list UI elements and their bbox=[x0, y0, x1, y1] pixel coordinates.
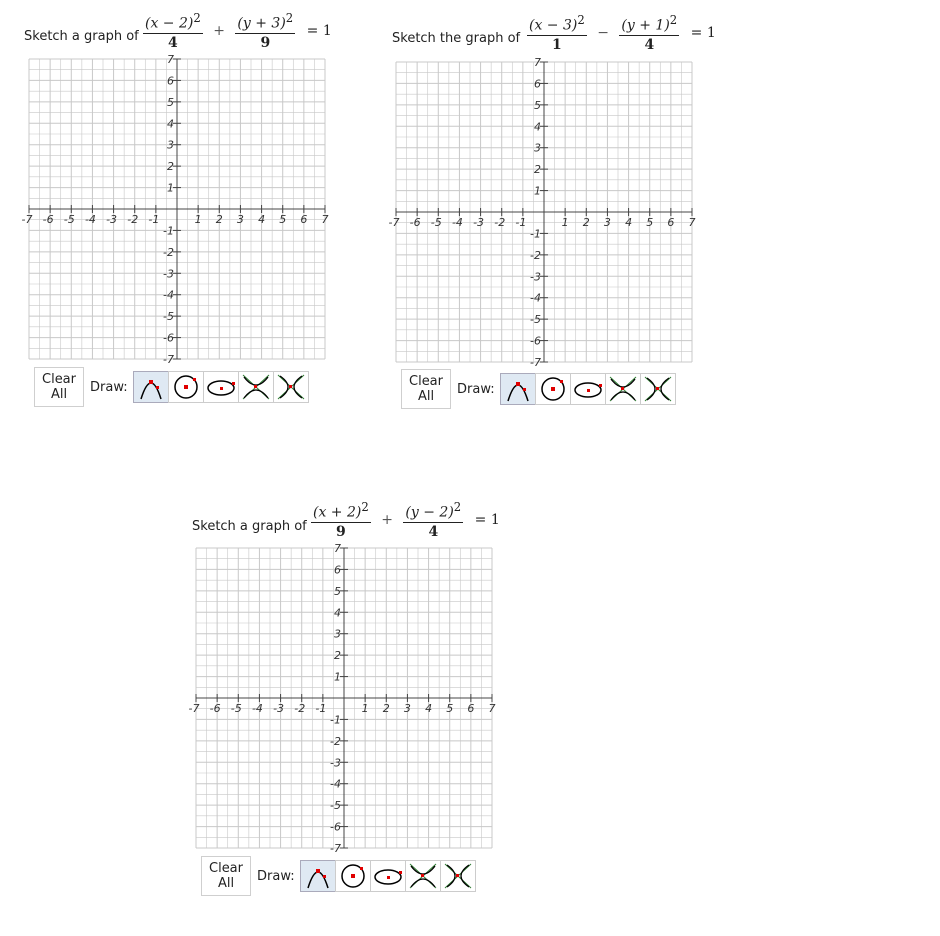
horizontal-hyperbola-tool-button[interactable] bbox=[273, 371, 309, 403]
draw-toolbar bbox=[401, 373, 676, 405]
coordinate-grid[interactable] bbox=[188, 542, 496, 855]
y-tick-label: -7 bbox=[163, 353, 174, 366]
coordinate-grid[interactable] bbox=[388, 56, 696, 369]
y-tick-label: 1 bbox=[167, 181, 174, 195]
x-tick-label: -6 bbox=[409, 216, 421, 229]
denominator: 9 bbox=[260, 34, 271, 51]
fraction-term-1 bbox=[527, 13, 587, 53]
y-tick-label: -1 bbox=[163, 224, 174, 238]
x-tick-label: -3 bbox=[473, 216, 485, 229]
x-tick-label: 5 bbox=[646, 216, 654, 229]
horizontal-hyperbola-tool-button[interactable] bbox=[440, 860, 476, 892]
y-tick-label: 5 bbox=[534, 98, 541, 112]
horizontal-hyperbola-icon bbox=[443, 862, 473, 890]
graph-canvas[interactable] bbox=[21, 53, 329, 366]
y-tick-label: -5 bbox=[330, 799, 341, 813]
y-tick-label: 3 bbox=[167, 138, 174, 152]
y-tick-label: -2 bbox=[330, 734, 341, 748]
numerator: (y + 1) bbox=[621, 17, 670, 34]
equals-one: = 1 bbox=[690, 24, 716, 41]
exponent: 2 bbox=[361, 500, 369, 514]
fraction-term-1 bbox=[311, 500, 371, 540]
x-tick-label: 5 bbox=[446, 702, 454, 715]
draw-label: Draw: bbox=[90, 379, 128, 395]
y-tick-label: -2 bbox=[530, 248, 541, 262]
horizontal-hyperbola-icon bbox=[276, 373, 306, 401]
y-tick-label: -7 bbox=[530, 356, 541, 369]
x-tick-label: -6 bbox=[209, 702, 221, 715]
x-tick-label: 6 bbox=[300, 213, 308, 226]
operator: + bbox=[381, 511, 393, 528]
ellipse-tool-button[interactable] bbox=[370, 860, 406, 892]
x-tick-label: -3 bbox=[106, 213, 118, 226]
y-tick-label: -5 bbox=[163, 310, 174, 324]
circle-tool-button[interactable] bbox=[168, 371, 204, 403]
equation bbox=[308, 500, 500, 540]
denominator: 1 bbox=[552, 36, 562, 53]
x-tick-label: -7 bbox=[388, 216, 400, 229]
x-tick-label: 1 bbox=[361, 702, 369, 715]
operator: + bbox=[213, 22, 225, 39]
ellipse-tool-button[interactable] bbox=[570, 373, 606, 405]
ellipse-tool-button[interactable] bbox=[203, 371, 239, 403]
problem-prompt: Sketch a graph of bbox=[192, 519, 307, 534]
x-tick-label: 4 bbox=[625, 216, 633, 229]
y-tick-label: -3 bbox=[163, 267, 174, 281]
y-tick-label: 5 bbox=[167, 95, 174, 109]
x-tick-label: -1 bbox=[148, 213, 160, 226]
circle-icon bbox=[538, 375, 568, 403]
x-tick-label: 2 bbox=[582, 216, 590, 229]
x-tick-label: -5 bbox=[230, 702, 242, 715]
x-tick-label: -7 bbox=[188, 702, 200, 715]
x-tick-label: 6 bbox=[467, 702, 475, 715]
vertical-hyperbola-icon bbox=[408, 862, 438, 890]
y-tick-label: -6 bbox=[330, 820, 341, 834]
ellipse-icon bbox=[206, 373, 236, 401]
x-tick-label: 3 bbox=[236, 213, 244, 226]
y-tick-label: 7 bbox=[334, 542, 341, 555]
numerator: (y + 3) bbox=[237, 15, 286, 32]
numerator: (x − 2) bbox=[145, 15, 194, 32]
y-tick-label: 6 bbox=[334, 563, 341, 577]
y-tick-label: 3 bbox=[534, 141, 541, 155]
y-tick-label: -6 bbox=[530, 334, 541, 348]
y-tick-label: 2 bbox=[534, 163, 541, 177]
parabola-icon bbox=[303, 862, 333, 890]
exponent: 2 bbox=[285, 11, 294, 25]
x-tick-label: -4 bbox=[251, 702, 263, 715]
y-tick-label: 4 bbox=[334, 606, 341, 620]
y-tick-label: 5 bbox=[334, 584, 341, 598]
numerator: (y − 2) bbox=[405, 504, 454, 521]
parabola-tool-button[interactable] bbox=[133, 371, 169, 403]
x-tick-label: 1 bbox=[561, 216, 569, 229]
equation bbox=[524, 13, 716, 53]
y-tick-label: -3 bbox=[330, 756, 341, 770]
y-tick-label: -5 bbox=[530, 313, 541, 327]
clear-all-button[interactable]: Clear All bbox=[34, 367, 84, 407]
exponent: 2 bbox=[669, 13, 678, 27]
y-tick-label: -3 bbox=[530, 270, 541, 284]
parabola-tool-button[interactable] bbox=[300, 860, 336, 892]
ellipse-icon bbox=[373, 862, 403, 890]
y-tick-label: -4 bbox=[530, 291, 541, 305]
y-tick-label: -1 bbox=[530, 227, 541, 241]
x-tick-label: 5 bbox=[279, 213, 287, 226]
parabola-tool-button[interactable] bbox=[500, 373, 536, 405]
y-tick-label: -4 bbox=[163, 288, 174, 302]
equals-one: = 1 bbox=[474, 511, 500, 528]
horizontal-hyperbola-tool-button[interactable] bbox=[640, 373, 676, 405]
x-tick-label: -7 bbox=[21, 213, 33, 226]
denominator: 4 bbox=[644, 36, 655, 53]
draw-label: Draw: bbox=[257, 868, 295, 884]
y-tick-label: 4 bbox=[167, 117, 174, 131]
fraction-term-1 bbox=[143, 11, 203, 51]
parabola-icon bbox=[136, 373, 166, 401]
x-tick-label: -4 bbox=[451, 216, 463, 229]
x-tick-label: 6 bbox=[667, 216, 675, 229]
vertical-hyperbola-icon bbox=[241, 373, 271, 401]
fraction-term-2 bbox=[403, 500, 463, 540]
draw-toolbar bbox=[34, 371, 309, 403]
y-tick-label: 2 bbox=[334, 649, 341, 663]
circle-tool-button[interactable] bbox=[335, 860, 371, 892]
y-tick-label: 6 bbox=[534, 77, 541, 91]
x-tick-label: 4 bbox=[258, 213, 266, 226]
graph-canvas[interactable] bbox=[188, 542, 496, 855]
x-tick-label: 7 bbox=[688, 216, 696, 229]
fraction-term-2 bbox=[235, 11, 295, 51]
y-tick-label: 1 bbox=[534, 184, 541, 198]
x-tick-label: 4 bbox=[425, 702, 433, 715]
x-tick-label: -4 bbox=[84, 213, 96, 226]
numerator: (x − 3) bbox=[529, 17, 578, 34]
clear-all-button[interactable]: Clear All bbox=[201, 856, 251, 896]
x-tick-label: 1 bbox=[194, 213, 202, 226]
x-tick-label: -5 bbox=[63, 213, 75, 226]
circle-icon bbox=[171, 373, 201, 401]
y-tick-label: 7 bbox=[534, 56, 541, 69]
x-tick-label: 7 bbox=[321, 213, 329, 226]
equation bbox=[140, 11, 332, 51]
x-tick-label: 7 bbox=[488, 702, 496, 715]
vertical-hyperbola-tool-button[interactable] bbox=[238, 371, 274, 403]
operator: − bbox=[597, 24, 609, 41]
exponent: 2 bbox=[453, 500, 462, 514]
y-tick-label: -4 bbox=[330, 777, 341, 791]
y-tick-label: 2 bbox=[167, 160, 174, 174]
exponent: 2 bbox=[193, 11, 201, 25]
x-tick-label: 2 bbox=[215, 213, 223, 226]
draw-toolbar bbox=[201, 860, 476, 892]
problem-prompt: Sketch the graph of bbox=[392, 31, 521, 46]
numerator: (x + 2) bbox=[313, 504, 362, 521]
x-tick-label: -2 bbox=[127, 213, 139, 226]
circle-icon bbox=[338, 862, 368, 890]
x-tick-label: -2 bbox=[494, 216, 506, 229]
y-tick-label: -2 bbox=[163, 245, 174, 259]
vertical-hyperbola-tool-button[interactable] bbox=[605, 373, 641, 405]
ellipse-icon bbox=[573, 375, 603, 403]
y-tick-label: -7 bbox=[330, 842, 341, 855]
y-tick-label: 7 bbox=[167, 53, 174, 66]
problem-prompt: Sketch a graph of bbox=[24, 29, 139, 44]
y-tick-label: -1 bbox=[330, 713, 341, 727]
x-tick-label: 3 bbox=[403, 702, 411, 715]
clear-all-button[interactable]: Clear All bbox=[401, 369, 451, 409]
x-tick-label: 2 bbox=[382, 702, 390, 715]
x-tick-label: -1 bbox=[315, 702, 327, 715]
vertical-hyperbola-tool-button[interactable] bbox=[405, 860, 441, 892]
y-tick-label: 3 bbox=[334, 627, 341, 641]
x-tick-label: -1 bbox=[515, 216, 527, 229]
y-tick-label: -6 bbox=[163, 331, 174, 345]
coordinate-grid[interactable] bbox=[21, 53, 329, 366]
denominator: 9 bbox=[336, 523, 346, 540]
graph-canvas[interactable] bbox=[388, 56, 696, 369]
vertical-hyperbola-icon bbox=[608, 375, 638, 403]
x-tick-label: -2 bbox=[294, 702, 306, 715]
x-tick-label: -3 bbox=[273, 702, 285, 715]
horizontal-hyperbola-icon bbox=[643, 375, 673, 403]
denominator: 4 bbox=[428, 523, 439, 540]
parabola-icon bbox=[503, 375, 533, 403]
fraction-term-2 bbox=[619, 13, 679, 53]
y-tick-label: 4 bbox=[534, 120, 541, 134]
y-tick-label: 6 bbox=[167, 74, 174, 88]
denominator: 4 bbox=[168, 34, 178, 51]
x-tick-label: -5 bbox=[430, 216, 442, 229]
x-tick-label: -6 bbox=[42, 213, 54, 226]
equals-one: = 1 bbox=[306, 22, 332, 39]
y-tick-label: 1 bbox=[334, 670, 341, 684]
circle-tool-button[interactable] bbox=[535, 373, 571, 405]
x-tick-label: 3 bbox=[603, 216, 611, 229]
exponent: 2 bbox=[577, 13, 585, 27]
draw-label: Draw: bbox=[457, 381, 495, 397]
